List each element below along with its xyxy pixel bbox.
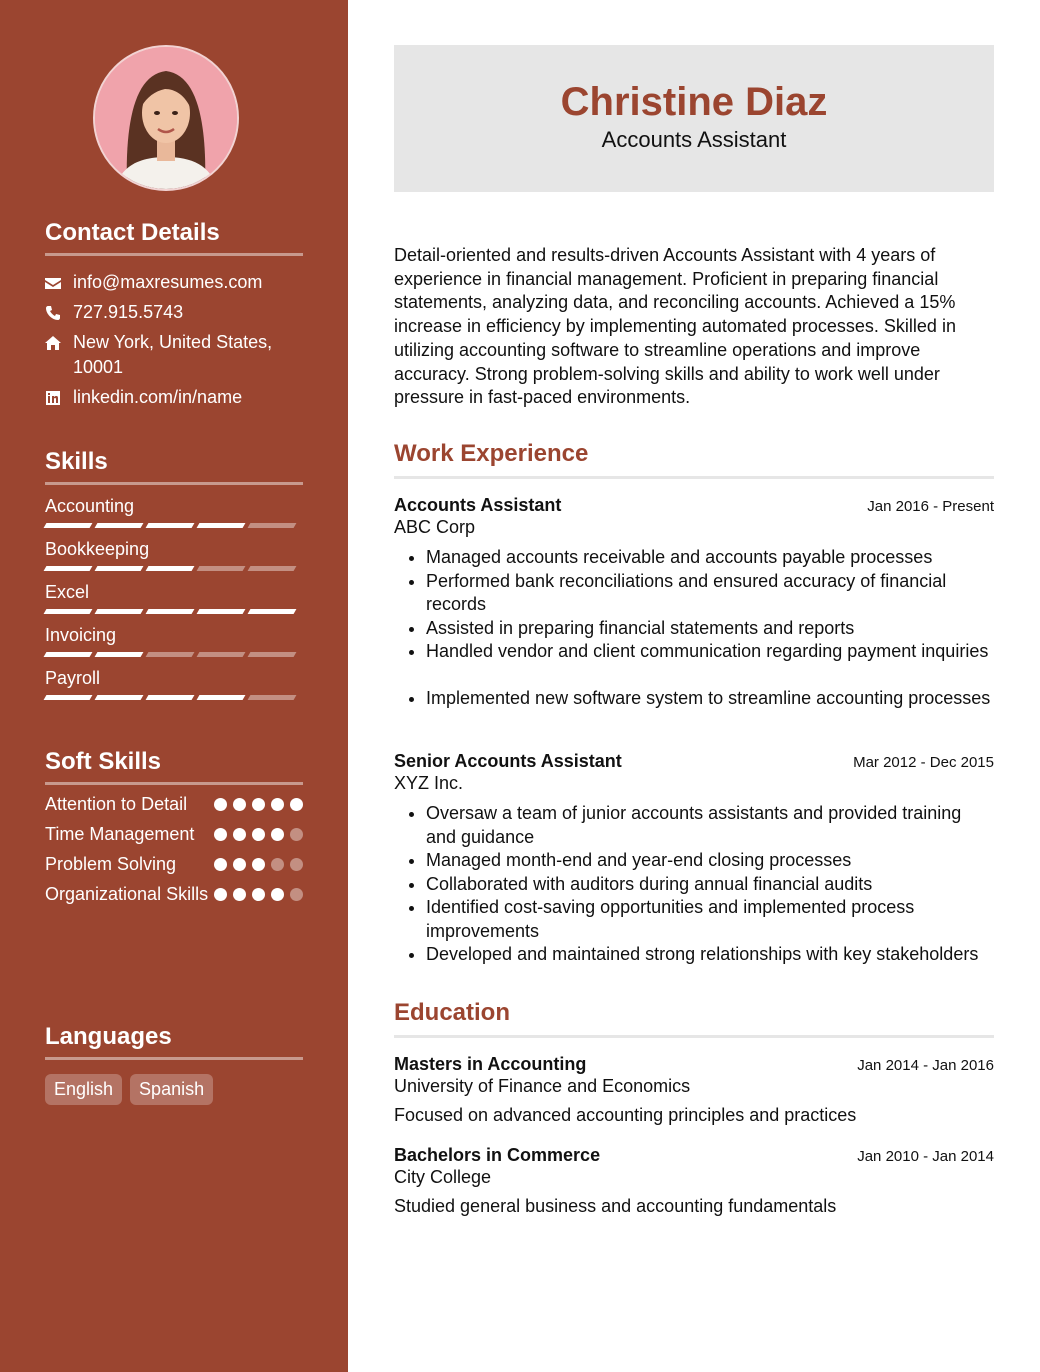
skill-level-segment [95, 566, 144, 571]
job-dates: Mar 2012 - Dec 2015 [853, 754, 994, 771]
soft-skill-name: Time Management [45, 824, 195, 844]
skill-level-segment [146, 695, 195, 700]
job-bullet: • Assisted in preparing financial statements and reports [426, 617, 994, 641]
skill-level-segment [95, 695, 144, 700]
soft-skill-rating [214, 883, 303, 901]
rating-dot [233, 828, 246, 841]
candidate-title: Accounts Assistant [601, 127, 787, 152]
rating-dot [290, 858, 303, 871]
job-bullet: • Managed month-end and year-end closing processes [426, 849, 994, 873]
linkedin-icon [45, 385, 73, 410]
skill-level-segment [95, 652, 144, 657]
rating-dot [252, 798, 265, 811]
languages-section [45, 1023, 303, 1105]
envelope-icon [45, 270, 73, 295]
education-entry [394, 1054, 994, 1126]
header-box [394, 45, 994, 192]
skill-level-segment [146, 652, 195, 657]
skill-level-bars [45, 652, 303, 657]
skill-name: Accounting [45, 496, 135, 516]
rating-dot [233, 798, 246, 811]
skills-heading: Skills [45, 448, 303, 485]
skill-level-segment [248, 695, 297, 700]
job-bullet: • Developed and maintained strong relationships with key stakeholders [426, 943, 994, 967]
rating-dot [271, 858, 284, 871]
skill-level-segment [248, 523, 297, 528]
skill-level-segment [146, 566, 195, 571]
job-bullets [394, 802, 994, 967]
soft-skill-name: Problem Solving [45, 854, 177, 874]
languages-list [45, 1074, 303, 1105]
skill-name: Payroll [45, 668, 101, 688]
job-title: Accounts Assistant [394, 495, 562, 515]
soft-skill-row [45, 793, 303, 816]
address-text: New York, United States, 10001 [73, 332, 273, 377]
soft-skill-row [45, 883, 303, 906]
education-heading: Education [394, 999, 994, 1038]
rating-dot [252, 828, 265, 841]
skill-level-segment [44, 652, 93, 657]
job-bullet: • Oversaw a team of junior accounts assistants and provided training and guidance [426, 802, 994, 849]
degree-title: Bachelors in Commerce [394, 1145, 601, 1165]
job-bullet: • Handled vendor and client communication regarding payment inquiries [426, 640, 994, 664]
rating-dot [252, 858, 265, 871]
rating-dot [252, 888, 265, 901]
rating-dot [214, 858, 227, 871]
rating-dot [214, 888, 227, 901]
job-bullet: • Identified cost-saving opportunities and implemented process improvements [426, 896, 994, 943]
skill-level-segment [44, 566, 93, 571]
email-link[interactable]: info@maxresumes.com [73, 272, 263, 292]
education-dates: Jan 2014 - Jan 2016 [857, 1057, 994, 1074]
job-bullet: • Managed accounts receivable and accounts payable processes [426, 546, 994, 570]
soft-skill-rating [214, 793, 303, 811]
soft-skills-section [45, 748, 303, 906]
job-entry [394, 751, 994, 967]
skill-level-segment [248, 609, 297, 614]
rating-dot [271, 888, 284, 901]
soft-skill-rating [214, 853, 303, 871]
linkedin-link[interactable]: linkedin.com/in/name [73, 387, 243, 407]
rating-dot [214, 798, 227, 811]
language-tag: Spanish [130, 1074, 213, 1105]
rating-dot [271, 798, 284, 811]
skill-level-segment [197, 566, 246, 571]
contact-email [45, 270, 303, 295]
skills-section [45, 448, 303, 700]
rating-dot [290, 828, 303, 841]
education-entry [394, 1145, 994, 1217]
skill-level-segment [248, 652, 297, 657]
job-company: XYZ Inc. [394, 773, 464, 793]
soft-skill-row [45, 853, 303, 876]
skill-level-segment [197, 695, 246, 700]
skill-level-segment [197, 652, 246, 657]
rating-dot [271, 828, 284, 841]
skill-level-segment [248, 566, 297, 571]
skill-level-bars [45, 695, 303, 700]
contact-heading: Contact Details [45, 219, 303, 256]
skill-level-segment [95, 609, 144, 614]
degree-title: Masters in Accounting [394, 1054, 587, 1074]
skill-level-segment [44, 523, 93, 528]
candidate-name: Christine Diaz [560, 80, 828, 124]
sidebar [0, 0, 348, 1372]
school-name: City College [394, 1167, 492, 1187]
skill-level-segment [197, 523, 246, 528]
language-tag: English [45, 1074, 122, 1105]
skills-list [45, 495, 303, 700]
education-dates: Jan 2010 - Jan 2014 [857, 1148, 994, 1165]
soft-skills-heading: Soft Skills [45, 748, 303, 785]
skill-level-bars [45, 523, 303, 528]
soft-skill-rating [214, 823, 303, 841]
skill-level-segment [95, 523, 144, 528]
skill-level-segment [44, 695, 93, 700]
contact-phone [45, 300, 303, 325]
skill-name: Bookkeeping [45, 539, 150, 559]
job-bullet: • Implemented new software system to streamline accounting processes [426, 687, 994, 711]
skill-level-segment [44, 609, 93, 614]
summary: Detail-oriented and results-driven Accounts Assistant with 4 years of experience in financial management. Proficient in preparing financial statements, analyzing data, and reconciling accounts. Achieved a 15% increase in efficiency by implementing automated processes. Skilled in utilizing accounting software to streamline operations and improve accuracy. Strong problem-solving skills and ability to work well under pressure in fast-paced environments. [394, 245, 956, 408]
job-bullet: • Collaborated with auditors during annual financial audits [426, 873, 994, 897]
skill-level-bars [45, 609, 303, 614]
rating-dot [290, 798, 303, 811]
phone-icon [45, 300, 73, 325]
contact-address [45, 330, 303, 380]
profile-photo [95, 47, 237, 189]
skill-name: Invoicing [45, 625, 117, 645]
work-heading: Work Experience [394, 440, 994, 479]
skill-name: Excel [45, 582, 90, 602]
skill-level-segment [146, 609, 195, 614]
soft-skill-name: Organizational Skills [45, 884, 209, 904]
education-description: Studied general business and accounting fundamentals [394, 1196, 837, 1216]
job-title: Senior Accounts Assistant [394, 751, 622, 771]
avatar [93, 45, 239, 191]
phone-number[interactable]: 727.915.5743 [73, 302, 184, 322]
contact-linkedin [45, 385, 303, 410]
job-dates: Jan 2016 - Present [867, 498, 994, 515]
home-icon [45, 330, 73, 355]
rating-dot [233, 888, 246, 901]
school-name: University of Finance and Economics [394, 1076, 691, 1096]
job-entry [394, 495, 994, 710]
skill-level-bars [45, 566, 303, 571]
job-bullet: • Performed bank reconciliations and ensured accuracy of financial records [426, 570, 994, 617]
languages-heading: Languages [45, 1023, 303, 1060]
skill-level-segment [197, 609, 246, 614]
education-description: Focused on advanced accounting principles and practices [394, 1105, 857, 1125]
contact-section [45, 219, 303, 410]
rating-dot [233, 858, 246, 871]
skill-level-segment [146, 523, 195, 528]
soft-skills-list [45, 793, 303, 906]
rating-dot [290, 888, 303, 901]
soft-skill-row [45, 823, 303, 846]
job-company: ABC Corp [394, 517, 476, 537]
rating-dot [214, 828, 227, 841]
soft-skill-name: Attention to Detail [45, 794, 188, 814]
job-bullets [394, 546, 994, 710]
